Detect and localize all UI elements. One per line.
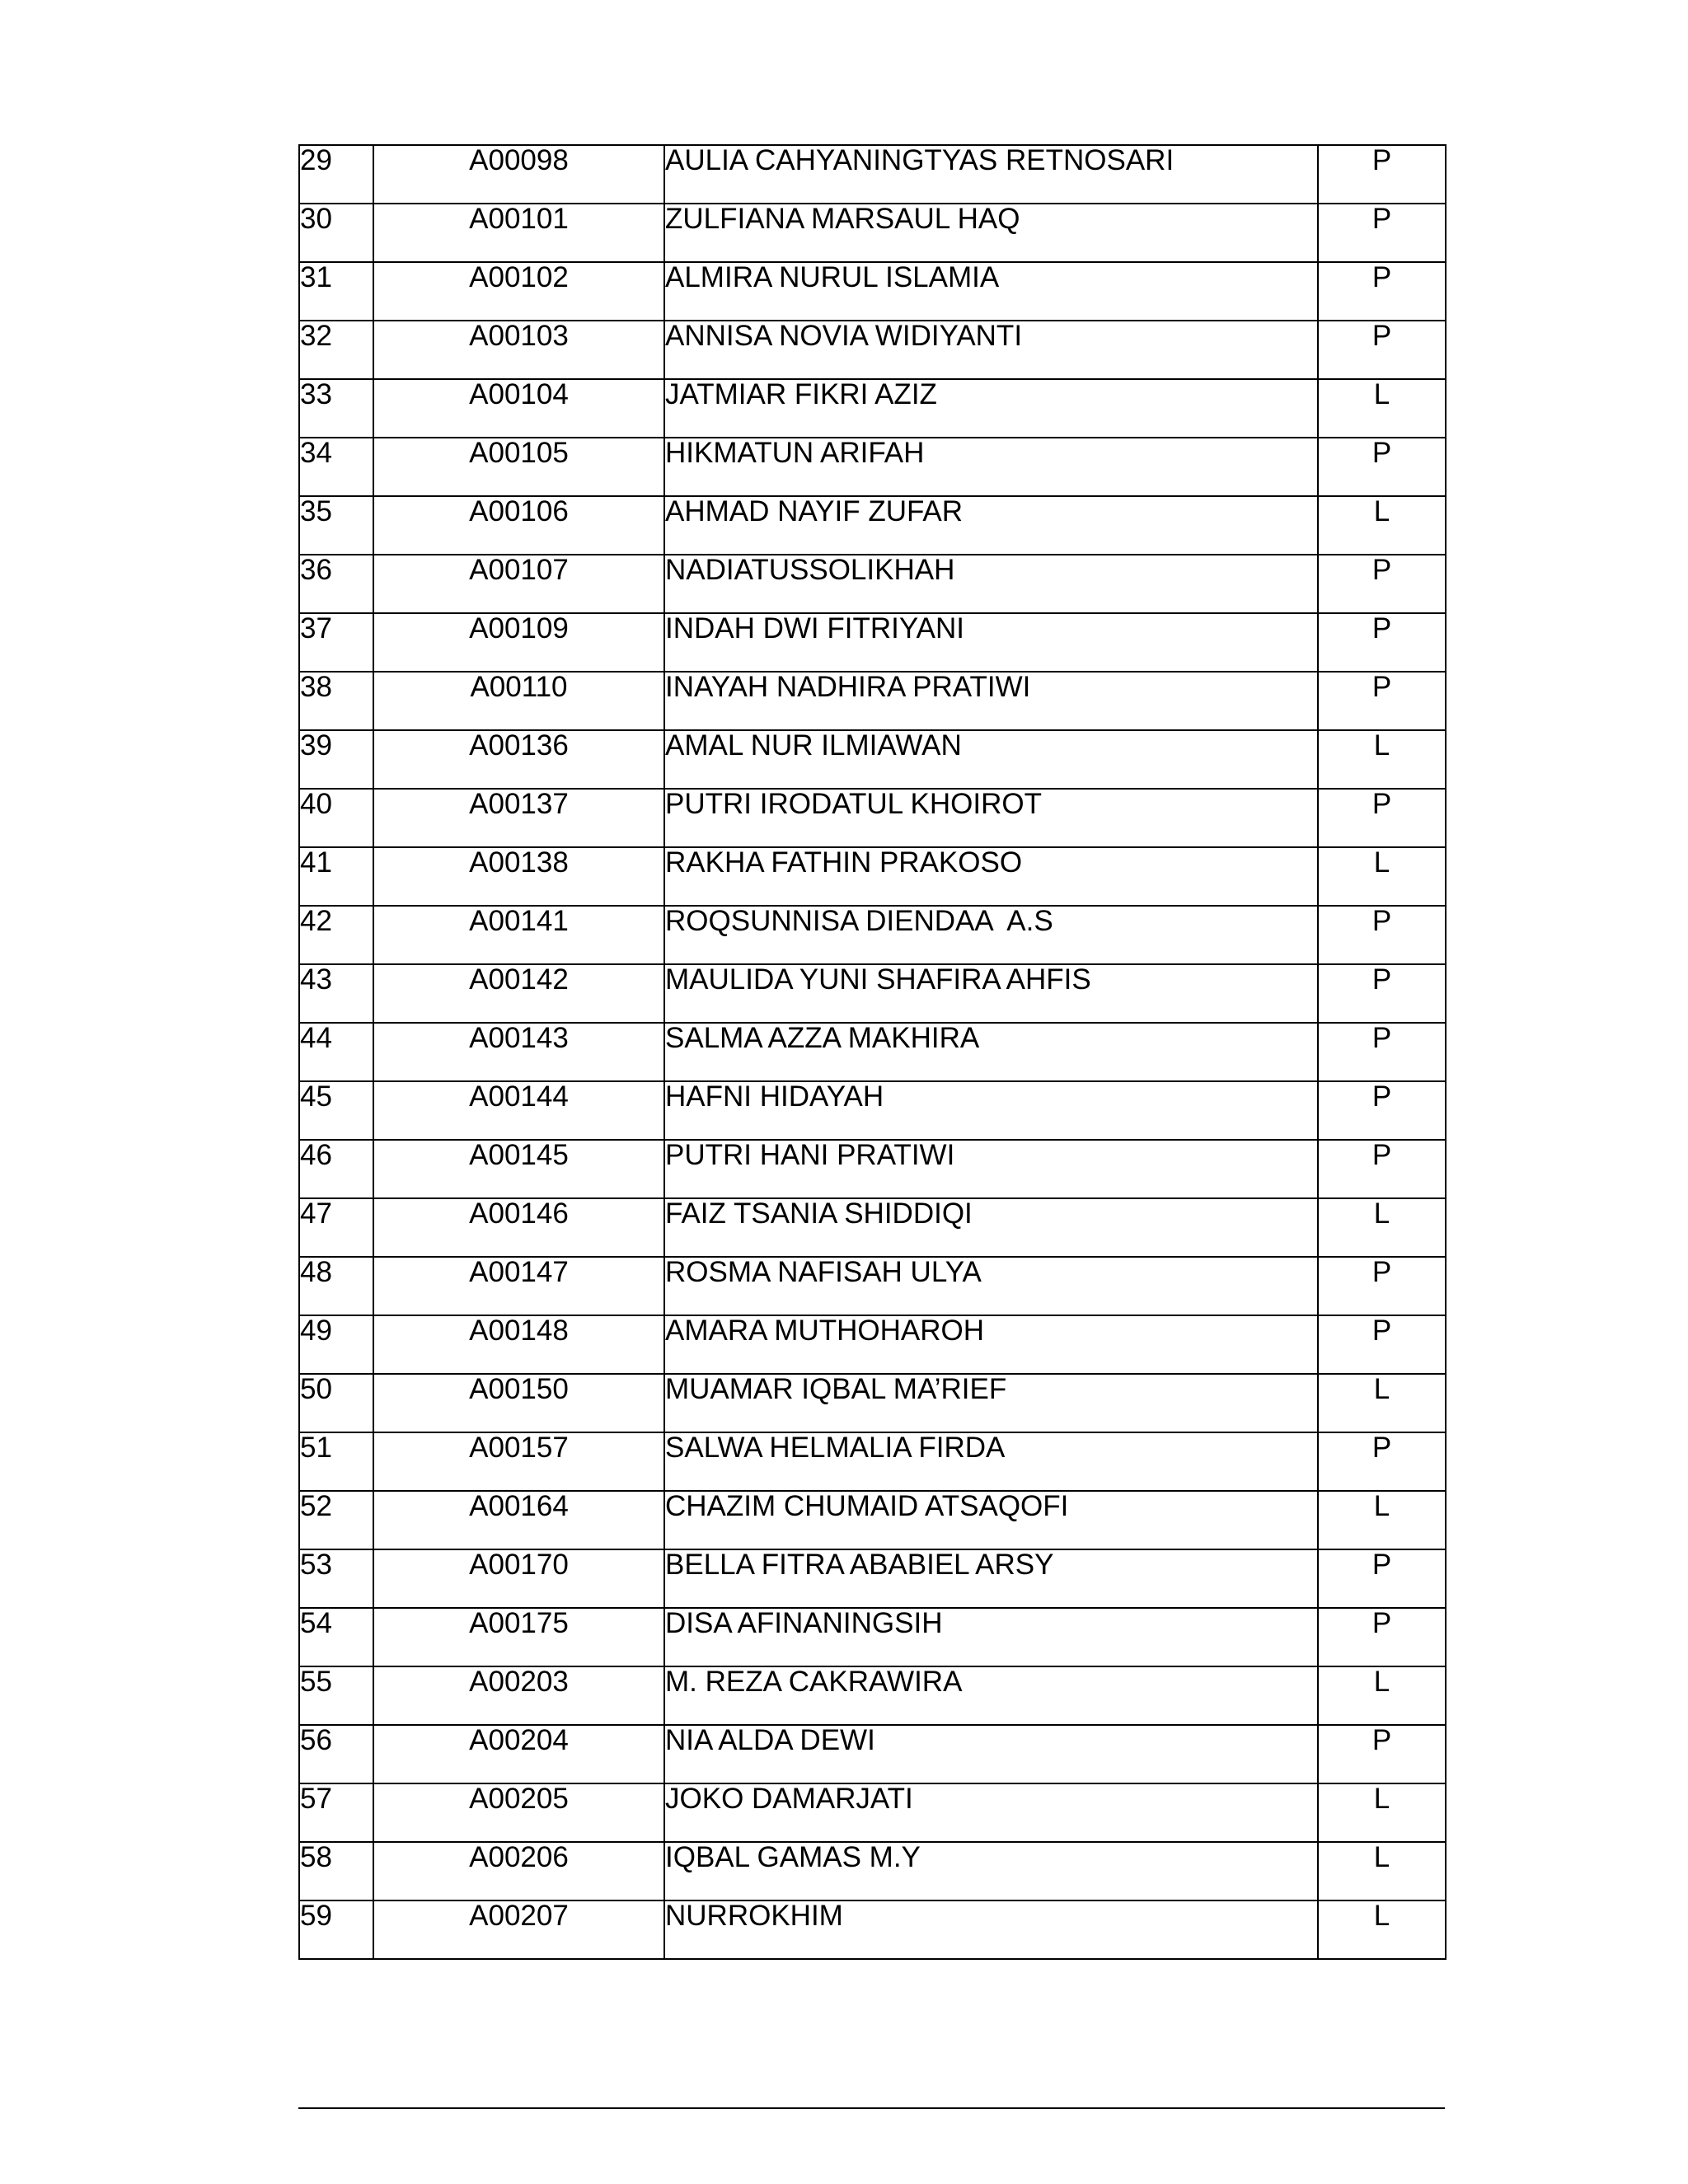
gender-cell: P <box>1318 204 1446 262</box>
student-name-cell: ROQSUNNISA DIENDAA A.S <box>664 906 1318 964</box>
student-name-cell: MAULIDA YUNI SHAFIRA AHFIS <box>664 964 1318 1023</box>
row-number-cell: 55 <box>299 1666 373 1725</box>
student-name-cell: JOKO DAMARJATI <box>664 1783 1318 1842</box>
row-number-cell: 30 <box>299 204 373 262</box>
student-id-cell: A00106 <box>373 496 664 555</box>
table-row <box>299 1491 1446 1549</box>
gender-cell: P <box>1318 1257 1446 1315</box>
gender-cell: L <box>1318 379 1446 438</box>
table-row <box>299 613 1446 672</box>
gender-cell: P <box>1318 1725 1446 1783</box>
table-row <box>299 1783 1446 1842</box>
table-row <box>299 1725 1446 1783</box>
student-name-cell: FAIZ TSANIA SHIDDIQI <box>664 1198 1318 1257</box>
gender-cell: P <box>1318 1023 1446 1081</box>
student-id-cell: A00105 <box>373 438 664 496</box>
table-row <box>299 1608 1446 1666</box>
student-id-cell: A00109 <box>373 613 664 672</box>
student-name-cell: AMAL NUR ILMIAWAN <box>664 730 1318 789</box>
row-number-cell: 52 <box>299 1491 373 1549</box>
row-number-cell: 47 <box>299 1198 373 1257</box>
table-row <box>299 906 1446 964</box>
student-id-cell: A00137 <box>373 789 664 847</box>
row-number-cell: 33 <box>299 379 373 438</box>
gender-cell: P <box>1318 1140 1446 1198</box>
student-id-cell: A00145 <box>373 1140 664 1198</box>
student-id-cell: A00103 <box>373 321 664 379</box>
student-id-cell: A00164 <box>373 1491 664 1549</box>
table-row <box>299 379 1446 438</box>
table-row <box>299 204 1446 262</box>
student-name-cell: AMARA MUTHOHAROH <box>664 1315 1318 1374</box>
table-row <box>299 496 1446 555</box>
row-number-cell: 32 <box>299 321 373 379</box>
row-number-cell: 51 <box>299 1432 373 1491</box>
student-name-cell: ALMIRA NURUL ISLAMIA <box>664 262 1318 321</box>
student-id-cell: A00205 <box>373 1783 664 1842</box>
student-name-cell: M. REZA CAKRAWIRA <box>664 1666 1318 1725</box>
row-number-cell: 58 <box>299 1842 373 1900</box>
row-number-cell: 39 <box>299 730 373 789</box>
table-row <box>299 262 1446 321</box>
table-row <box>299 1900 1446 1959</box>
student-name-cell: PUTRI IRODATUL KHOIROT <box>664 789 1318 847</box>
row-number-cell: 45 <box>299 1081 373 1140</box>
student-id-cell: A00144 <box>373 1081 664 1140</box>
table-row <box>299 1198 1446 1257</box>
row-number-cell: 46 <box>299 1140 373 1198</box>
gender-cell: P <box>1318 321 1446 379</box>
row-number-cell: 31 <box>299 262 373 321</box>
student-id-cell: A00157 <box>373 1432 664 1491</box>
gender-cell: L <box>1318 847 1446 906</box>
student-name-cell: INAYAH NADHIRA PRATIWI <box>664 672 1318 730</box>
row-number-cell: 42 <box>299 906 373 964</box>
gender-cell: P <box>1318 1315 1446 1374</box>
student-name-cell: SALWA HELMALIA FIRDA <box>664 1432 1318 1491</box>
student-id-cell: A00147 <box>373 1257 664 1315</box>
table-row <box>299 1315 1446 1374</box>
student-id-cell: A00207 <box>373 1900 664 1959</box>
gender-cell: P <box>1318 555 1446 613</box>
table-row <box>299 555 1446 613</box>
gender-cell: P <box>1318 906 1446 964</box>
table-row <box>299 1549 1446 1608</box>
row-number-cell: 56 <box>299 1725 373 1783</box>
gender-cell: P <box>1318 1608 1446 1666</box>
table-row <box>299 145 1446 204</box>
gender-cell: L <box>1318 1842 1446 1900</box>
student-id-cell: A00136 <box>373 730 664 789</box>
gender-cell: P <box>1318 613 1446 672</box>
student-name-cell: INDAH DWI FITRIYANI <box>664 613 1318 672</box>
student-name-cell: IQBAL GAMAS M.Y <box>664 1842 1318 1900</box>
table-row <box>299 1666 1446 1725</box>
student-name-cell: AULIA CAHYANINGTYAS RETNOSARI <box>664 145 1318 204</box>
row-number-cell: 38 <box>299 672 373 730</box>
row-number-cell: 59 <box>299 1900 373 1959</box>
student-name-cell: HAFNI HIDAYAH <box>664 1081 1318 1140</box>
student-name-cell: SALMA AZZA MAKHIRA <box>664 1023 1318 1081</box>
student-name-cell: ROSMA NAFISAH ULYA <box>664 1257 1318 1315</box>
student-name-cell: RAKHA FATHIN PRAKOSO <box>664 847 1318 906</box>
row-number-cell: 44 <box>299 1023 373 1081</box>
student-id-cell: A00141 <box>373 906 664 964</box>
student-id-cell: A00143 <box>373 1023 664 1081</box>
student-name-cell: MUAMAR IQBAL MA’RIEF <box>664 1374 1318 1432</box>
student-name-cell: AHMAD NAYIF ZUFAR <box>664 496 1318 555</box>
student-id-cell: A00148 <box>373 1315 664 1374</box>
student-id-cell: A00102 <box>373 262 664 321</box>
table-row <box>299 1081 1446 1140</box>
student-id-cell: A00138 <box>373 847 664 906</box>
student-name-cell: NIA ALDA DEWI <box>664 1725 1318 1783</box>
student-name-cell: ANNISA NOVIA WIDIYANTI <box>664 321 1318 379</box>
student-name-cell: ZULFIANA MARSAUL HAQ <box>664 204 1318 262</box>
gender-cell: L <box>1318 1198 1446 1257</box>
student-id-cell: A00107 <box>373 555 664 613</box>
gender-cell: L <box>1318 1374 1446 1432</box>
student-name-cell: HIKMATUN ARIFAH <box>664 438 1318 496</box>
row-number-cell: 43 <box>299 964 373 1023</box>
row-number-cell: 54 <box>299 1608 373 1666</box>
table-row <box>299 438 1446 496</box>
gender-cell: P <box>1318 789 1446 847</box>
student-id-cell: A00104 <box>373 379 664 438</box>
table-row <box>299 730 1446 789</box>
table-row <box>299 1432 1446 1491</box>
gender-cell: P <box>1318 1549 1446 1608</box>
table-row <box>299 1374 1446 1432</box>
student-id-cell: A00170 <box>373 1549 664 1608</box>
gender-cell: P <box>1318 1081 1446 1140</box>
gender-cell: L <box>1318 496 1446 555</box>
gender-cell: L <box>1318 1783 1446 1842</box>
gender-cell: L <box>1318 1491 1446 1549</box>
table-row <box>299 847 1446 906</box>
student-id-cell: A00203 <box>373 1666 664 1725</box>
gender-cell: P <box>1318 262 1446 321</box>
student-name-cell: DISA AFINANINGSIH <box>664 1608 1318 1666</box>
student-name-cell: NADIATUSSOLIKHAH <box>664 555 1318 613</box>
row-number-cell: 57 <box>299 1783 373 1842</box>
gender-cell: L <box>1318 730 1446 789</box>
row-number-cell: 50 <box>299 1374 373 1432</box>
footer-divider <box>298 2107 1445 2109</box>
student-name-cell: CHAZIM CHUMAID ATSAQOFI <box>664 1491 1318 1549</box>
student-name-cell: JATMIAR FIKRI AZIZ <box>664 379 1318 438</box>
student-id-cell: A00110 <box>373 672 664 730</box>
gender-cell: L <box>1318 1666 1446 1725</box>
student-name-cell: PUTRI HANI PRATIWI <box>664 1140 1318 1198</box>
table-row <box>299 321 1446 379</box>
row-number-cell: 53 <box>299 1549 373 1608</box>
row-number-cell: 36 <box>299 555 373 613</box>
table-row <box>299 1257 1446 1315</box>
row-number-cell: 29 <box>299 145 373 204</box>
table-row <box>299 672 1446 730</box>
row-number-cell: 35 <box>299 496 373 555</box>
row-number-cell: 48 <box>299 1257 373 1315</box>
student-id-cell: A00146 <box>373 1198 664 1257</box>
row-number-cell: 34 <box>299 438 373 496</box>
student-id-cell: A00142 <box>373 964 664 1023</box>
table-row <box>299 964 1446 1023</box>
student-roster-table <box>298 144 1447 1960</box>
table-row <box>299 789 1446 847</box>
student-id-cell: A00150 <box>373 1374 664 1432</box>
gender-cell: P <box>1318 964 1446 1023</box>
gender-cell: P <box>1318 145 1446 204</box>
table-row <box>299 1140 1446 1198</box>
student-id-cell: A00098 <box>373 145 664 204</box>
student-id-cell: A00204 <box>373 1725 664 1783</box>
student-name-cell: NURROKHIM <box>664 1900 1318 1959</box>
student-id-cell: A00175 <box>373 1608 664 1666</box>
table-row <box>299 1842 1446 1900</box>
student-id-cell: A00206 <box>373 1842 664 1900</box>
gender-cell: P <box>1318 438 1446 496</box>
gender-cell: P <box>1318 672 1446 730</box>
row-number-cell: 40 <box>299 789 373 847</box>
gender-cell: L <box>1318 1900 1446 1959</box>
gender-cell: P <box>1318 1432 1446 1491</box>
student-name-cell: BELLA FITRA ABABIEL ARSY <box>664 1549 1318 1608</box>
row-number-cell: 41 <box>299 847 373 906</box>
row-number-cell: 37 <box>299 613 373 672</box>
table-row <box>299 1023 1446 1081</box>
roster-table-body <box>299 145 1446 1959</box>
row-number-cell: 49 <box>299 1315 373 1374</box>
student-id-cell: A00101 <box>373 204 664 262</box>
